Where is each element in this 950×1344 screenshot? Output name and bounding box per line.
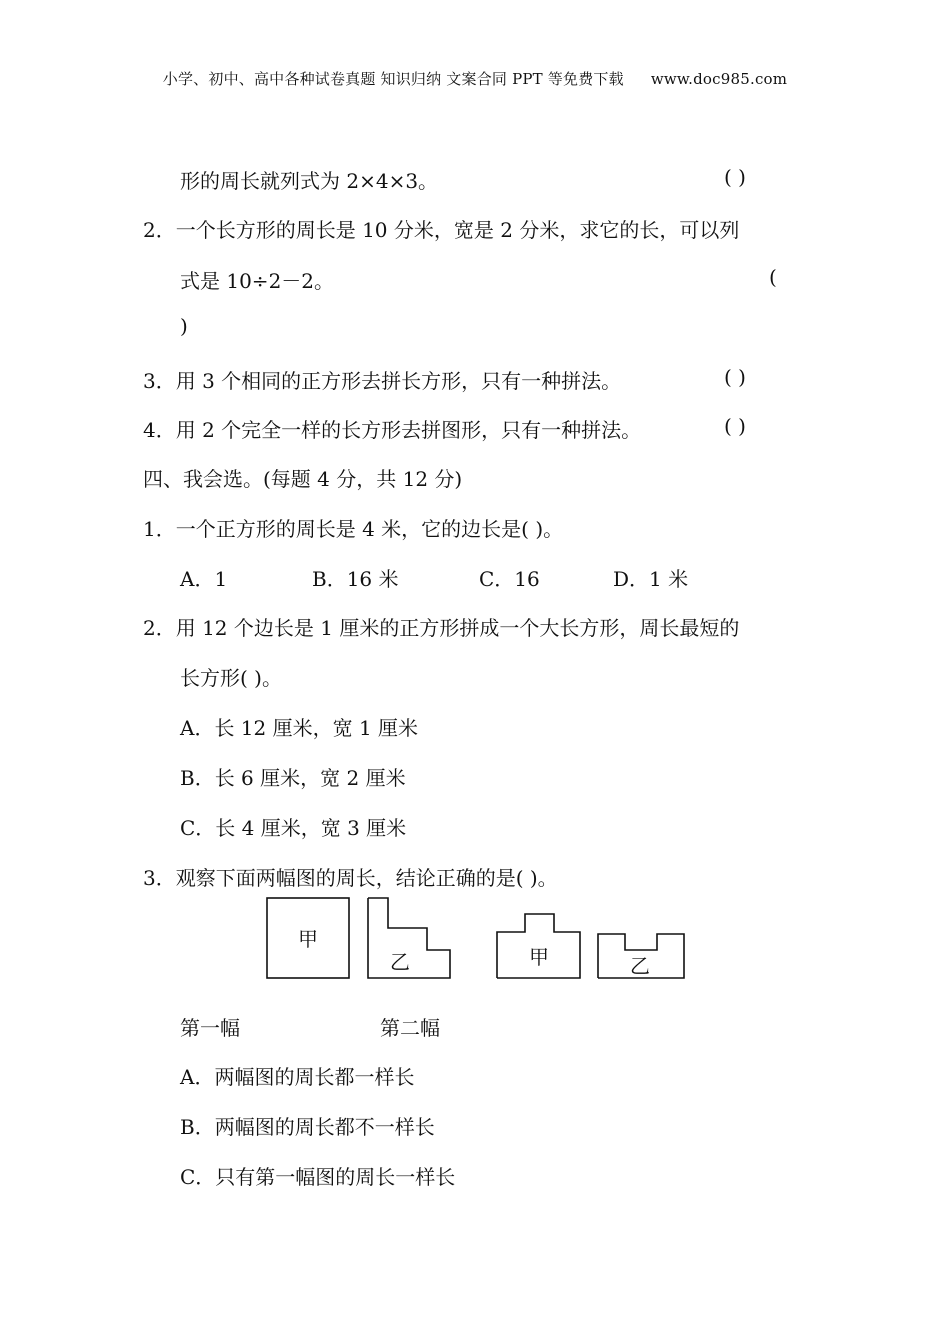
choice-q3-stem: 3．观察下面两幅图的周长，结论正确的是( )。 xyxy=(143,866,558,890)
figure2-jia-label: 甲 xyxy=(529,945,549,969)
choice-q2-stem-line2: 长方形( )。 xyxy=(180,666,282,690)
judge-q4: 4．用 2 个完全一样的长方形去拼图形，只有一种拼法。 xyxy=(143,418,642,442)
judge-q2-paren-open: ( xyxy=(769,265,777,289)
choice-q3-option-b: B．两幅图的周长都不一样长 xyxy=(180,1115,435,1139)
choice-q1-option-c: C．16 xyxy=(479,567,540,591)
judge-q1-answer-paren: ( ) xyxy=(724,165,746,189)
choice-q3-option-a: A．两幅图的周长都一样长 xyxy=(180,1065,415,1089)
figure-caption-first: 第一幅 xyxy=(180,1016,240,1040)
perimeter-figures xyxy=(255,890,695,990)
choice-q1-option-d: D．1 米 xyxy=(613,567,689,591)
choice-q1-option-a: A．1 xyxy=(180,567,228,591)
choice-q1-option-b: B．16 米 xyxy=(312,567,399,591)
judge-q3: 3．用 3 个相同的正方形去拼长方形，只有一种拼法。 xyxy=(143,369,622,393)
choice-q2-option-c: C．长 4 厘米，宽 3 厘米 xyxy=(180,816,407,840)
choice-q2-stem-line1: 2．用 12 个边长是 1 厘米的正方形拼成一个大长方形，周长最短的 xyxy=(143,616,740,640)
choice-q3-option-c: C．只有第一幅图的周长一样长 xyxy=(180,1165,456,1189)
figure1-jia-label: 甲 xyxy=(298,927,318,951)
judge-q3-answer-paren: ( ) xyxy=(724,365,746,389)
section4-title: 四、我会选。(每题 4 分，共 12 分) xyxy=(143,467,463,491)
judge-q2-paren-close: ) xyxy=(180,314,188,338)
header-text: 小学、初中、高中各种试卷真题 知识归纳 文案合同 PPT 等免费下载 xyxy=(162,70,624,88)
page-header xyxy=(0,68,950,89)
figure2-yi-label: 乙 xyxy=(630,954,650,978)
judge-q2-line1: 2．一个长方形的周长是 10 分米，宽是 2 分米，求它的长，可以列 xyxy=(143,218,740,242)
choice-q2-option-a: A．长 12 厘米，宽 1 厘米 xyxy=(180,716,419,740)
choice-q1-stem: 1．一个正方形的周长是 4 米，它的边长是( )。 xyxy=(143,517,564,541)
judge-q2-line2: 式是 10÷2－2。 xyxy=(180,269,335,293)
figure1-yi-label: 乙 xyxy=(390,950,410,974)
judge-q1-continuation: 形的周长就列式为 2×4×3。 xyxy=(180,169,439,193)
choice-q2-option-b: B．长 6 厘米，宽 2 厘米 xyxy=(180,766,406,790)
header-url: www.doc985.com xyxy=(650,70,788,88)
figure-caption-second: 第二幅 xyxy=(380,1016,440,1040)
judge-q4-answer-paren: ( ) xyxy=(724,414,746,438)
